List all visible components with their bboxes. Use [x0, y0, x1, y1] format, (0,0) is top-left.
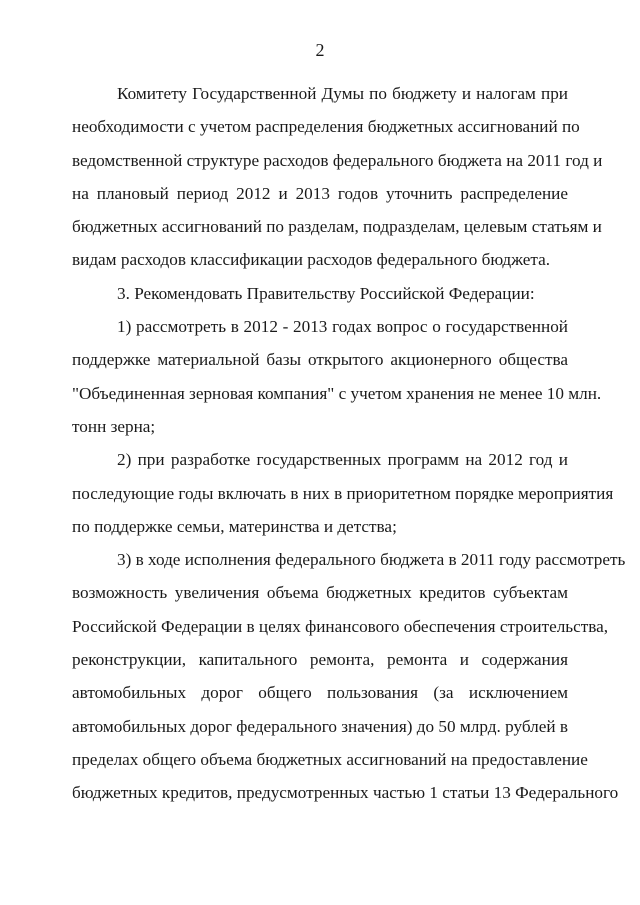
- text-line: 3. Рекомендовать Правительству Российской Федерации:: [117, 283, 535, 303]
- paragraph: [72, 310, 602, 443]
- text-line: последующие годы включать в них в приоритетном порядке мероприятия: [72, 483, 614, 503]
- text-line: Российской Федерации в целях финансового обеспечения строительства,: [72, 616, 609, 636]
- text-line: реконструкции, капитального ремонта, ремонта и содержания: [72, 650, 568, 670]
- text-line: 1) рассмотреть в 2012 - 2013 годах вопрос о государственной: [117, 317, 568, 337]
- text-line: ведомственной структуре расходов федерального бюджета на 2011 год и: [72, 150, 603, 170]
- text-line: бюджетных кредитов, предусмотренных частью 1 статьи 13 Федерального: [72, 783, 619, 803]
- paragraph: [72, 277, 568, 310]
- document-body: [72, 77, 626, 810]
- text-line: 3) в ходе исполнения федерального бюджета в 2011 году рассмотреть: [117, 550, 626, 570]
- paragraph: [72, 543, 626, 809]
- text-line: пределах общего объема бюджетных ассигнований на предоставление: [72, 749, 588, 769]
- text-line: видам расходов классификации расходов федерального бюджета.: [72, 250, 551, 270]
- text-line: бюджетных ассигнований по разделам, подразделам, целевым статьям и: [72, 217, 602, 237]
- text-line: Комитету Государственной Думы по бюджету и налогам при: [117, 84, 568, 103]
- text-line: на плановый период 2012 и 2013 годов уточнить распределение: [72, 183, 568, 203]
- paragraph: [72, 77, 603, 277]
- text-line: "Объединенная зерновая компания" с учетом хранения не менее 10 млн.: [72, 383, 602, 403]
- text-line: по поддержке семьи, материнства и детства;: [72, 516, 397, 536]
- text-line: автомобильных дорог общего пользования (за исключением: [72, 683, 568, 703]
- text-line: автомобильных дорог федерального значения) до 50 млрд. рублей в: [72, 716, 568, 736]
- text-line: поддержке материальной базы открытого акционерного общества: [72, 350, 568, 370]
- text-line: необходимости с учетом распределения бюджетных ассигнований по: [72, 117, 580, 137]
- text-line: 2) при разработке государственных программ на 2012 год и: [117, 450, 568, 470]
- text-line: тонн зерна;: [72, 416, 156, 436]
- paragraph: [72, 443, 614, 543]
- page-number: 2: [315, 40, 325, 60]
- text-line: возможность увеличения объема бюджетных кредитов субъектам: [72, 583, 568, 603]
